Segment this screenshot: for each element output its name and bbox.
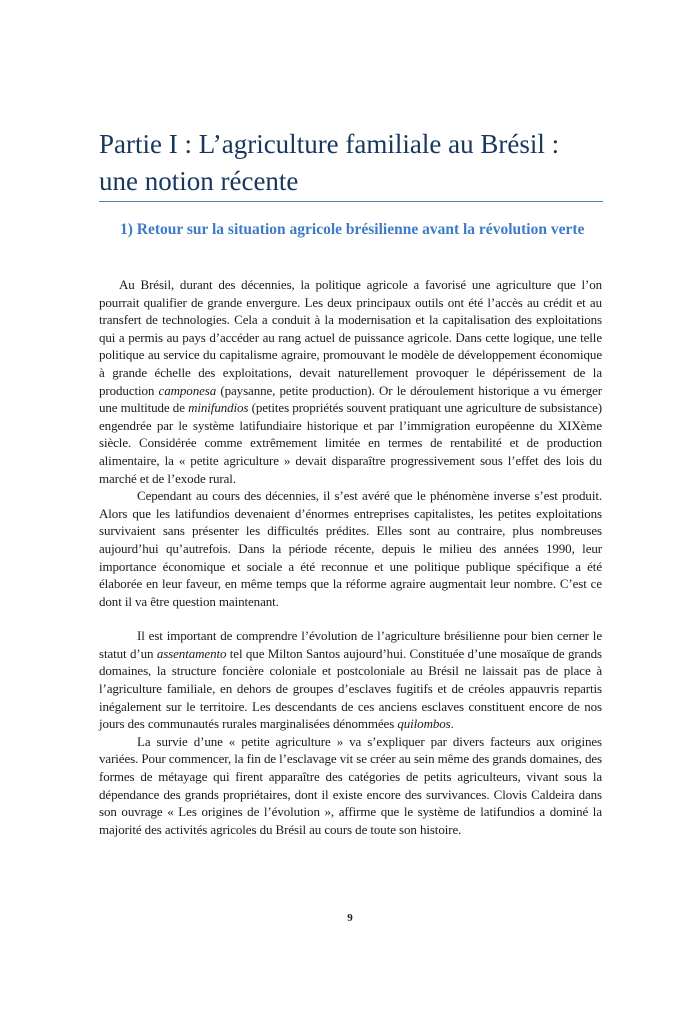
section-heading: 1) Retour sur la situation agricole brésilienne avant la révolution verte: [120, 221, 585, 238]
paragraph-3-text-c: .: [450, 716, 454, 732]
paragraph-3-text-b: tel que Milton Santos aujourd’hui. Constituée d’une mosaïque de grands domaines, la structure foncière coloniale et postcoloniale au Brésil ne laissait pas de place à l’agriculture familiale, en dehors de groupes d’esclaves fugitifs et de créoles appauvris repartis inégalement sur le territoire. Les descendants de ces anciens esclaves constituent encore de nos jours des communautés rurales marginalisées dénommées: [99, 645, 603, 732]
page-number: 9: [347, 912, 353, 924]
paragraph-3-italic-assentamento: assentamento: [156, 645, 227, 661]
paragraph-2: Cependant au cours des décennies, il s’est avéré que le phénomène inverse s’est produit. Alors que les latifundios devenaient d’énormes entreprises capitalistes, les petites exploitations survivaient sans présenter les difficultés prédites. Elles sont au contraire, plus nombreuses aujourd’hui qu’autrefois. Dans la période récente, depuis le milieu des années 1990, leur importance économique et sociale a été reconnue et une politique publique spécifique a été élaborée en leur faveur, en même temps que la réforme agraire augmentait leur nombre. C’est ce dont il va être question maintenant.: [99, 488, 602, 609]
paragraph-1-italic-camponesa: camponesa: [158, 382, 217, 398]
title-underline: [99, 201, 603, 202]
paragraph-1: [99, 276, 602, 487]
paragraph-3-italic-quilombos: quilombos: [397, 716, 451, 732]
paragraph-3-text-a: Il est important de comprendre l’évolution de l’agriculture brésilienne pour bien cerner le statut d’un: [99, 628, 602, 661]
paragraph-1-italic-minifundios: minifundios: [188, 400, 249, 416]
paragraph-1-text-b: (paysanne, petite production). Or le déroulement historique a vu émerger une multitude de: [99, 382, 602, 416]
paragraph-1-text-c: (petites propriétés souvent pratiquant une agriculture de subsistance) engendrée par le système latifundiaire historique et par l’immigration européenne du XIXème siècle. Considérée comme extrêmement limitée en termes de rentabilité et de production alimentaire, la « petite agriculture » devait disparaître progressivement sous l’effet des lois du marché et de l’exode rural.: [99, 400, 602, 486]
paragraph-4: La survie d’une « petite agriculture » va s’expliquer par divers facteurs aux origines variées. Pour commencer, la fin de l’esclavage vit se créer au sein même des grands domaines, des formes de métayage qui firent apparaître des catégories de petits agriculteurs, vivant sous la dépendance des grands propriétaires, dont il existe encore des survivances. Clovis Caldeira dans son ouvrage « Les origines de l’évolution », affirme que le système de latifundios a dominé la majorité des activités agricoles du Brésil au cours de toute son histoire.: [99, 733, 602, 837]
paragraph-1-text-a: Au Brésil, durant des décennies, la politique agricole a favorisé une agriculture que l’on pourrait qualifier de grande envergure. Les deux principaux outils ont été l’accès au crédit et au transfert de technologies. Cela a conduit à la modernisation et la capitalisation des exploitations qui a permis au pays d’accéder au rang actuel de puissance agricole. Dans cette logique, une telle politique au service du capitalisme agraire, promouvant le modèle de développement économique à grande échelle des exploitations, devait naturellement provoquer le dépérissement de la production: [99, 277, 602, 398]
paragraph-3: [99, 627, 602, 733]
chapter-title: Partie I : L’agriculture familiale au Brésil : une notion récente: [99, 129, 560, 196]
body-text: [99, 276, 602, 838]
